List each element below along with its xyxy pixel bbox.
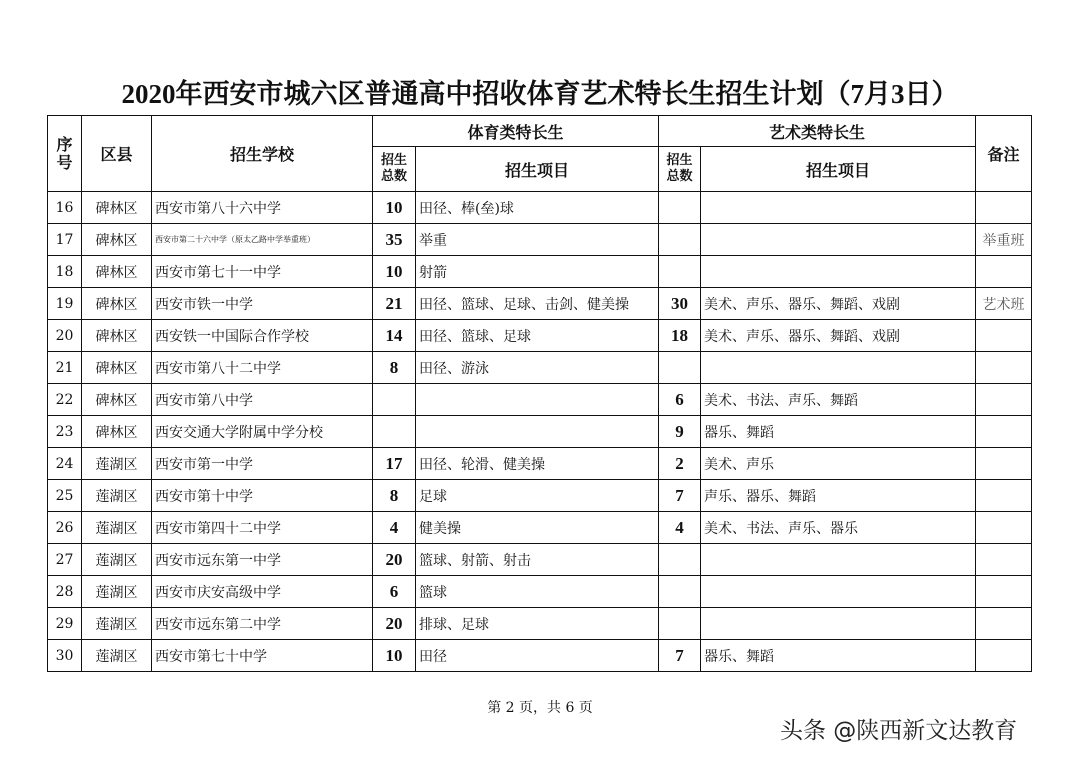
- cell-arts-items: [701, 352, 976, 384]
- cell-arts-items: 美术、声乐、器乐、舞蹈、戏剧: [701, 288, 976, 320]
- cell-district: 莲湖区: [82, 512, 152, 544]
- cell-arts-items: 声乐、器乐、舞蹈: [701, 480, 976, 512]
- cell-remark: 艺术班: [976, 288, 1032, 320]
- cell-school: 西安市第二十六中学（原太乙路中学举重班）: [152, 224, 373, 256]
- cell-seq: 22: [48, 384, 82, 416]
- cell-sports-total: 8: [373, 352, 416, 384]
- table-row: [48, 320, 1032, 352]
- header-district: 区县: [82, 116, 152, 192]
- cell-district: 碑林区: [82, 416, 152, 448]
- cell-district: 莲湖区: [82, 448, 152, 480]
- cell-arts-total: 6: [659, 384, 701, 416]
- cell-school: 西安市第十中学: [152, 480, 373, 512]
- table-row: [48, 640, 1032, 672]
- cell-arts-total: 30: [659, 288, 701, 320]
- cell-arts-items: 美术、声乐: [701, 448, 976, 480]
- cell-arts-items: [701, 576, 976, 608]
- cell-arts-items: 器乐、舞蹈: [701, 640, 976, 672]
- cell-school: 西安市第八中学: [152, 384, 373, 416]
- cell-seq: 29: [48, 608, 82, 640]
- cell-school: 西安市第七十一中学: [152, 256, 373, 288]
- cell-arts-total: 9: [659, 416, 701, 448]
- cell-arts-total: [659, 576, 701, 608]
- table-row: [48, 352, 1032, 384]
- watermark: 头条 @陕西新文达教育: [780, 718, 1018, 744]
- cell-remark: [976, 320, 1032, 352]
- header-arts-total: 招生总数: [659, 147, 701, 192]
- cell-sports-items: 田径、篮球、足球: [416, 320, 659, 352]
- cell-sports-items: 射箭: [416, 256, 659, 288]
- cell-district: 碑林区: [82, 320, 152, 352]
- cell-seq: 25: [48, 480, 82, 512]
- cell-seq: 26: [48, 512, 82, 544]
- cell-district: 莲湖区: [82, 480, 152, 512]
- cell-seq: 18: [48, 256, 82, 288]
- header-sports-items: 招生项目: [416, 147, 659, 192]
- cell-arts-total: [659, 256, 701, 288]
- cell-school: 西安交通大学附属中学分校: [152, 416, 373, 448]
- cell-remark: [976, 640, 1032, 672]
- cell-seq: 19: [48, 288, 82, 320]
- cell-sports-total: 17: [373, 448, 416, 480]
- cell-arts-total: 7: [659, 480, 701, 512]
- cell-arts-items: [701, 256, 976, 288]
- cell-remark: [976, 576, 1032, 608]
- cell-arts-total: 18: [659, 320, 701, 352]
- cell-sports-total: 10: [373, 192, 416, 224]
- cell-arts-total: 2: [659, 448, 701, 480]
- cell-sports-items: 足球: [416, 480, 659, 512]
- cell-arts-total: [659, 608, 701, 640]
- table-row: [48, 288, 1032, 320]
- cell-sports-total: [373, 384, 416, 416]
- table-row: [48, 512, 1032, 544]
- cell-sports-items: 篮球: [416, 576, 659, 608]
- cell-sports-items: 田径: [416, 640, 659, 672]
- cell-school: 西安市远东第二中学: [152, 608, 373, 640]
- cell-school: 西安市第八十二中学: [152, 352, 373, 384]
- cell-sports-total: 4: [373, 512, 416, 544]
- cell-sports-items: 举重: [416, 224, 659, 256]
- cell-district: 碑林区: [82, 256, 152, 288]
- cell-seq: 21: [48, 352, 82, 384]
- cell-district: 碑林区: [82, 288, 152, 320]
- cell-arts-items: [701, 544, 976, 576]
- cell-remark: [976, 352, 1032, 384]
- table-row: [48, 608, 1032, 640]
- cell-arts-items: [701, 192, 976, 224]
- cell-arts-total: 7: [659, 640, 701, 672]
- cell-remark: [976, 480, 1032, 512]
- header-remark: 备注: [976, 116, 1032, 192]
- page-title: 2020年西安市城六区普通高中招收体育艺术特长生招生计划（7月3日）: [121, 79, 959, 109]
- table-row: [48, 416, 1032, 448]
- header-sports-total: 招生总数: [373, 147, 416, 192]
- cell-remark: [976, 544, 1032, 576]
- cell-arts-total: [659, 224, 701, 256]
- cell-arts-items: [701, 608, 976, 640]
- cell-district: 莲湖区: [82, 640, 152, 672]
- cell-sports-items: 田径、游泳: [416, 352, 659, 384]
- cell-school: 西安市第一中学: [152, 448, 373, 480]
- cell-sports-items: [416, 416, 659, 448]
- table-row: [48, 192, 1032, 224]
- enrollment-table: [47, 115, 1032, 672]
- cell-arts-items: 美术、声乐、器乐、舞蹈、戏剧: [701, 320, 976, 352]
- header-seq: 序号: [48, 116, 82, 192]
- cell-sports-items: [416, 384, 659, 416]
- cell-arts-total: [659, 192, 701, 224]
- cell-district: 碑林区: [82, 192, 152, 224]
- cell-arts-items: 美术、书法、声乐、器乐: [701, 512, 976, 544]
- cell-arts-items: 美术、书法、声乐、舞蹈: [701, 384, 976, 416]
- cell-sports-items: 田径、轮滑、健美操: [416, 448, 659, 480]
- cell-school: 西安铁一中国际合作学校: [152, 320, 373, 352]
- cell-school: 西安市第七十中学: [152, 640, 373, 672]
- cell-sports-items: 健美操: [416, 512, 659, 544]
- cell-remark: [976, 192, 1032, 224]
- cell-seq: 20: [48, 320, 82, 352]
- cell-sports-total: 6: [373, 576, 416, 608]
- cell-sports-total: 8: [373, 480, 416, 512]
- cell-sports-total: 35: [373, 224, 416, 256]
- cell-remark: [976, 384, 1032, 416]
- cell-district: 碑林区: [82, 224, 152, 256]
- cell-seq: 16: [48, 192, 82, 224]
- cell-school: 西安市第四十二中学: [152, 512, 373, 544]
- header-arts-items: 招生项目: [701, 147, 976, 192]
- table-row: [48, 576, 1032, 608]
- cell-sports-total: 21: [373, 288, 416, 320]
- cell-district: 碑林区: [82, 352, 152, 384]
- cell-sports-items: 田径、篮球、足球、击剑、健美操: [416, 288, 659, 320]
- table-row: [48, 480, 1032, 512]
- cell-seq: 24: [48, 448, 82, 480]
- cell-sports-total: 20: [373, 608, 416, 640]
- cell-school: 西安市第八十六中学: [152, 192, 373, 224]
- cell-sports-total: 20: [373, 544, 416, 576]
- table-row: [48, 224, 1032, 256]
- table-row: [48, 384, 1032, 416]
- cell-school: 西安市庆安高级中学: [152, 576, 373, 608]
- cell-arts-items: [701, 224, 976, 256]
- cell-district: 莲湖区: [82, 544, 152, 576]
- header-arts: 艺术类特长生: [659, 116, 976, 147]
- header-sports: 体育类特长生: [373, 116, 659, 147]
- cell-arts-total: [659, 352, 701, 384]
- cell-seq: 17: [48, 224, 82, 256]
- cell-district: 莲湖区: [82, 608, 152, 640]
- cell-seq: 27: [48, 544, 82, 576]
- cell-arts-total: [659, 544, 701, 576]
- cell-sports-items: 排球、足球: [416, 608, 659, 640]
- cell-sports-total: 14: [373, 320, 416, 352]
- cell-seq: 28: [48, 576, 82, 608]
- cell-sports-total: 10: [373, 640, 416, 672]
- page-footer: 第 2 页，共 6 页: [487, 700, 593, 716]
- cell-remark: [976, 448, 1032, 480]
- cell-remark: [976, 512, 1032, 544]
- header-school: 招生学校: [152, 116, 373, 192]
- cell-remark: [976, 416, 1032, 448]
- cell-remark: 举重班: [976, 224, 1032, 256]
- cell-district: 碑林区: [82, 384, 152, 416]
- cell-district: 莲湖区: [82, 576, 152, 608]
- table-row: [48, 544, 1032, 576]
- cell-remark: [976, 256, 1032, 288]
- cell-arts-total: 4: [659, 512, 701, 544]
- cell-school: 西安市远东第一中学: [152, 544, 373, 576]
- table-row: [48, 256, 1032, 288]
- cell-seq: 23: [48, 416, 82, 448]
- cell-sports-items: 篮球、射箭、射击: [416, 544, 659, 576]
- cell-sports-total: [373, 416, 416, 448]
- cell-school: 西安市铁一中学: [152, 288, 373, 320]
- cell-sports-items: 田径、棒(垒)球: [416, 192, 659, 224]
- cell-remark: [976, 608, 1032, 640]
- cell-seq: 30: [48, 640, 82, 672]
- cell-arts-items: 器乐、舞蹈: [701, 416, 976, 448]
- table-row: [48, 448, 1032, 480]
- cell-sports-total: 10: [373, 256, 416, 288]
